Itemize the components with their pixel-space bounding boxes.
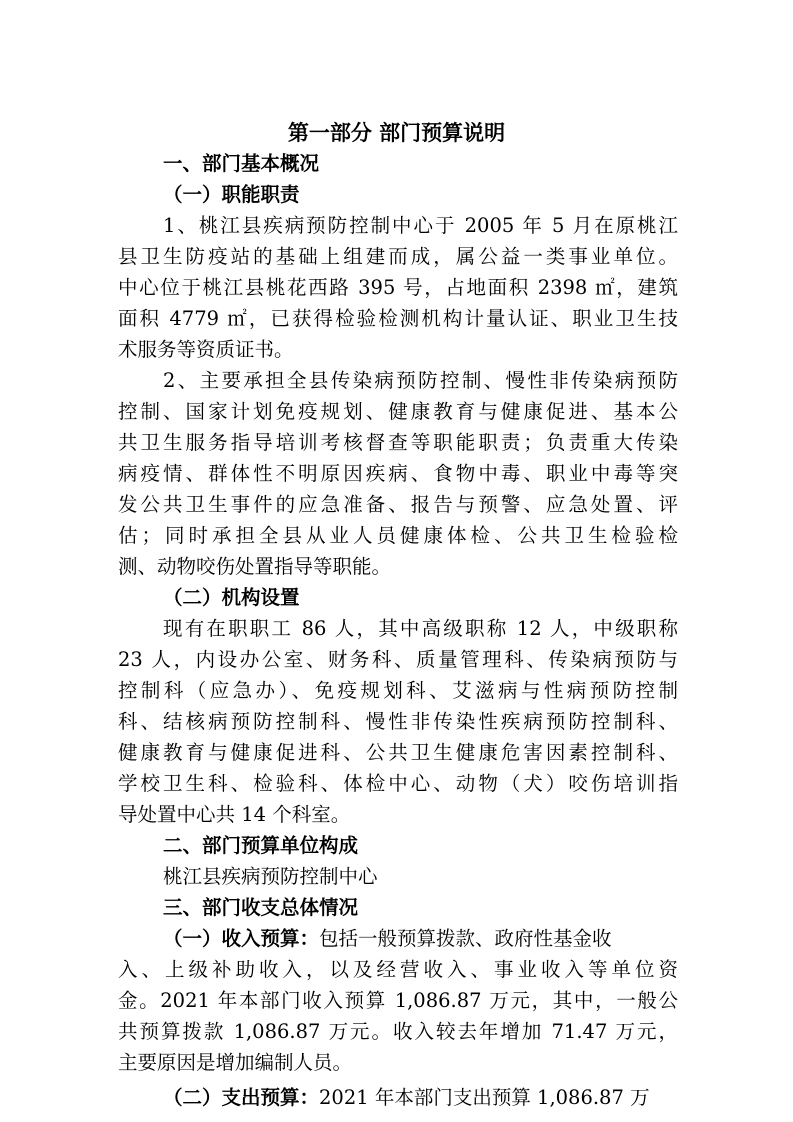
subsection-heading-organization: （二）机构设置 — [163, 586, 300, 609]
paragraph-line: 1、桃江县疾病预防控制中心于 2005 年 5 月在原桃江 — [163, 214, 678, 237]
paragraph-line: 共卫生服务指导培训考核督查等职能职责；负责重大传染 — [118, 431, 678, 454]
paragraph-line: 现有在职职工 86 人，其中高级职称 12 人，中级职称 — [163, 617, 678, 640]
expense-budget-first-line — [163, 1082, 678, 1114]
section-heading-2: 二、部门预算单位构成 — [163, 834, 359, 857]
paragraph-line: 2、主要承担全县传染病预防控制、慢性非传染病预防 — [163, 369, 678, 392]
paragraph-line: 中心位于桃江县桃花西路 395 号，占地面积 2398 ㎡，建筑 — [118, 276, 678, 299]
income-budget-first-line — [163, 923, 678, 955]
income-budget-label: （一）收入预算： — [163, 927, 320, 950]
expense-budget-label: （二）支出预算： — [163, 1086, 320, 1109]
paragraph-line: 23 人，内设办公室、财务科、质量管理科、传染病预防与 — [118, 648, 678, 671]
paragraph-line: 术服务等资质证书。 — [118, 338, 294, 361]
paragraph-line: 县卫生防疫站的基础上组建而成，属公益一类事业单位。 — [118, 245, 678, 268]
subsection-heading-duties: （一）职能职责 — [163, 183, 300, 206]
paragraph-line: 控制科（应急办）、免疫规划科、艾滋病与性病预防控制 — [118, 679, 678, 702]
section-heading-1: 一、部门基本概况 — [163, 152, 320, 175]
income-budget-text: 包括一般预算拨款、政府性基金收 — [319, 927, 612, 950]
paragraph-line: 控制、国家计划免疫规划、健康教育与健康促进、基本公 — [118, 400, 678, 423]
paragraph-line: 估；同时承担全县从业人员健康体检、公共卫生检验检 — [118, 524, 678, 547]
paragraph-line: 面积 4779 ㎡，已获得检验检测机构计量认证、职业卫生技 — [118, 307, 678, 330]
page-title: 第一部分 部门预算说明 — [287, 120, 506, 145]
paragraph-line: 病疫情、群体性不明原因疾病、食物中毒、职业中毒等突 — [118, 462, 678, 485]
paragraph-line: 科、结核病预防控制科、慢性非传染性疾病预防控制科、 — [118, 710, 678, 733]
section-heading-3: 三、部门收支总体情况 — [163, 896, 359, 919]
paragraph-line: 入、上级补助收入，以及经营收入、事业收入等单位资 — [118, 958, 678, 981]
expense-budget-text: 2021 年本部门支出预算 1,086.87 万 — [319, 1086, 650, 1109]
paragraph-line: 主要原因是增加编制人员。 — [118, 1051, 353, 1074]
budget-unit-name: 桃江县疾病预防控制中心 — [163, 865, 378, 888]
paragraph-line: 金。2021 年本部门收入预算 1,086.87 万元，其中，一般公 — [118, 989, 678, 1012]
paragraph-line: 导处置中心共 14 个科室。 — [118, 803, 351, 826]
paragraph-line: 学校卫生科、检验科、体检中心、动物（犬）咬伤培训指 — [118, 772, 678, 795]
paragraph-line: 发公共卫生事件的应急准备、报告与预警、应急处置、评 — [118, 493, 678, 516]
paragraph-line: 共预算拨款 1,086.87 万元。收入较去年增加 71.47 万元， — [118, 1020, 678, 1043]
paragraph-line: 测、动物咬伤处置指导等职能。 — [118, 555, 392, 578]
paragraph-line: 健康教育与健康促进科、公共卫生健康危害因素控制科、 — [118, 741, 678, 764]
